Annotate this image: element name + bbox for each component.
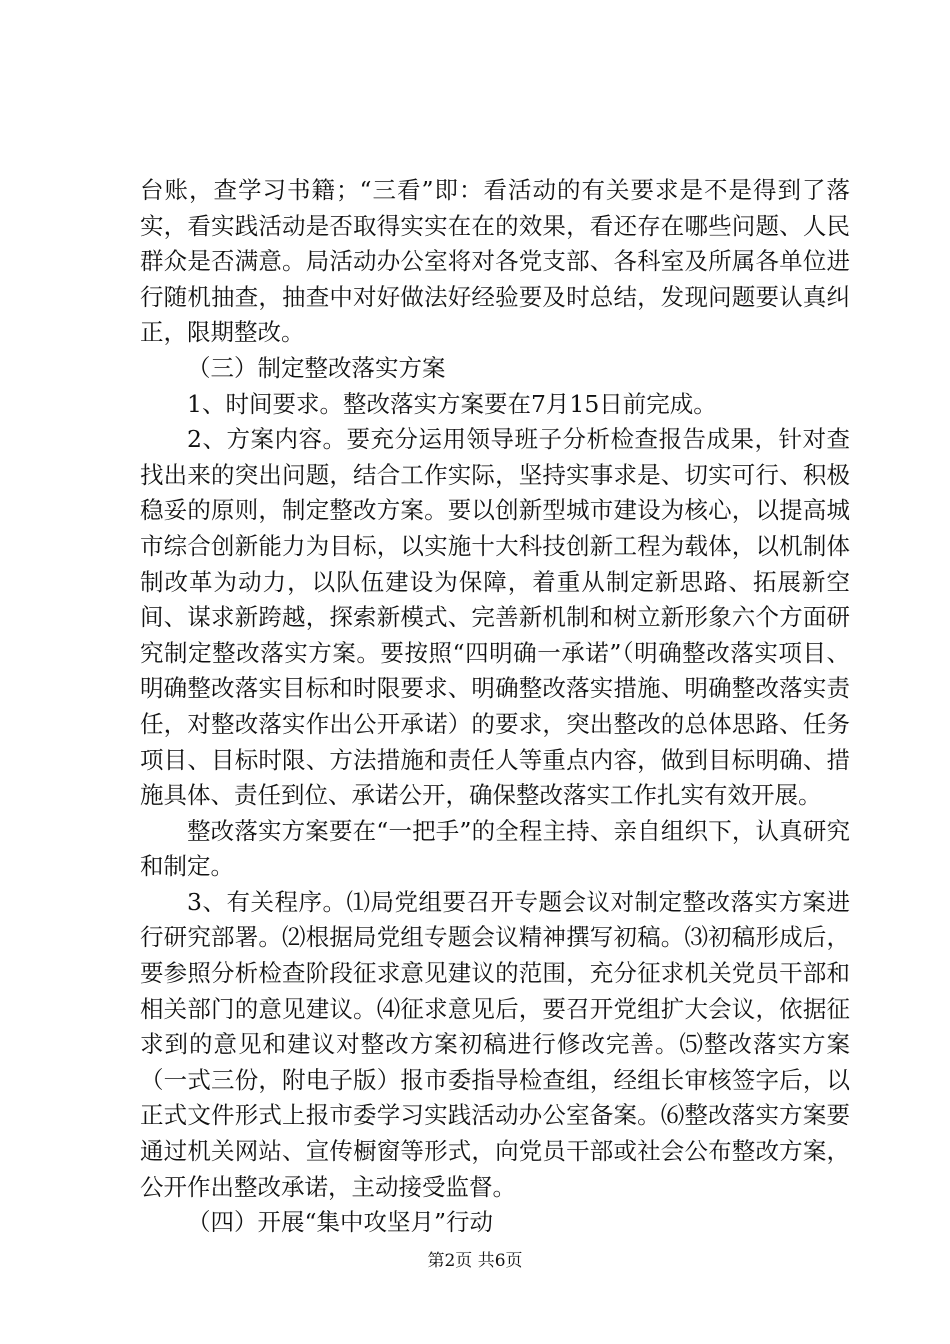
section-heading-four: （四）开展“集中攻坚月”行动 <box>187 1208 494 1237</box>
paragraph-procedures: 3、有关程序。⑴局党组要召开专题会议对制定整改落实方案进行研究部署。⑵根据局党组专题会议精神撰写初稿。⑶初稿形成后，要参照分析检查阶段征求意见建议的范围，充分征求机关党员干部和相关部门的意见建议。⑷征求意见后，要召开党组扩大会议，依据征求到的意见和建议对整改方案初稿进行修改完善。⑸整改落实方案（一式三份，附电子版）报市委指导检查组，经组长审核签字后，以正式文件形式上报市委学习实践活动办公室备案。⑹整改落实方案要通过机关网站、宣传橱窗等形式，向党员干部或社会公布整改方案，公开作出整改承诺，主动接受监督。 <box>140 887 850 1201</box>
paragraph-time-requirement: 1、时间要求。整改落实方案要在7月15日前完成。 <box>187 389 717 418</box>
paragraph-plan-content: 2、方案内容。要充分运用领导班子分析检查报告成果，针对查找出来的突出问题，结合工作实际，坚持实事求是、切实可行、积极稳妥的原则，制定整改方案。要以创新型城市建设为核心，以提高城市综合创新能力为目标，以实施十大科技创新工程为载体，以机制体制改革为动力，以队伍建设为保障，着重从制定新思路、拓展新空间、谋求新跨越，探索新模式、完善新机制和树立新形象六个方面研究制定整改落实方案。要按照“四明确一承诺”（明确整改落实项目、明确整改落实目标和时限要求、明确整改落实措施、明确整改落实责任，对整改落实作出公开承诺）的要求，突出整改的总体思路、任务项目、目标时限、方法措施和责任人等重点内容，做到目标明确、措施具体、责任到位、承诺公开，确保整改落实工作扎实有效开展。 <box>140 425 850 810</box>
section-heading-three: （三）制定整改落实方案 <box>187 353 446 382</box>
document-body <box>140 173 850 1241</box>
paragraph-leader-note: 整改落实方案要在“一把手”的全程主持、亲自组织下，认真研究和制定。 <box>140 816 850 881</box>
paragraph-continuation: 台账，查学习书籍；“三看”即：看活动的有关要求是不是得到了落实，看实践活动是否取得实实在在的效果，看还存在哪些问题、人民群众是否满意。局活动办公室将对各党支部、各科室及所属各单位进行随机抽查，抽查中对好做法好经验要及时总结，发现问题要认真纠正，限期整改。 <box>140 176 850 347</box>
page-footer: 第2页 共6页 <box>427 1251 523 1271</box>
